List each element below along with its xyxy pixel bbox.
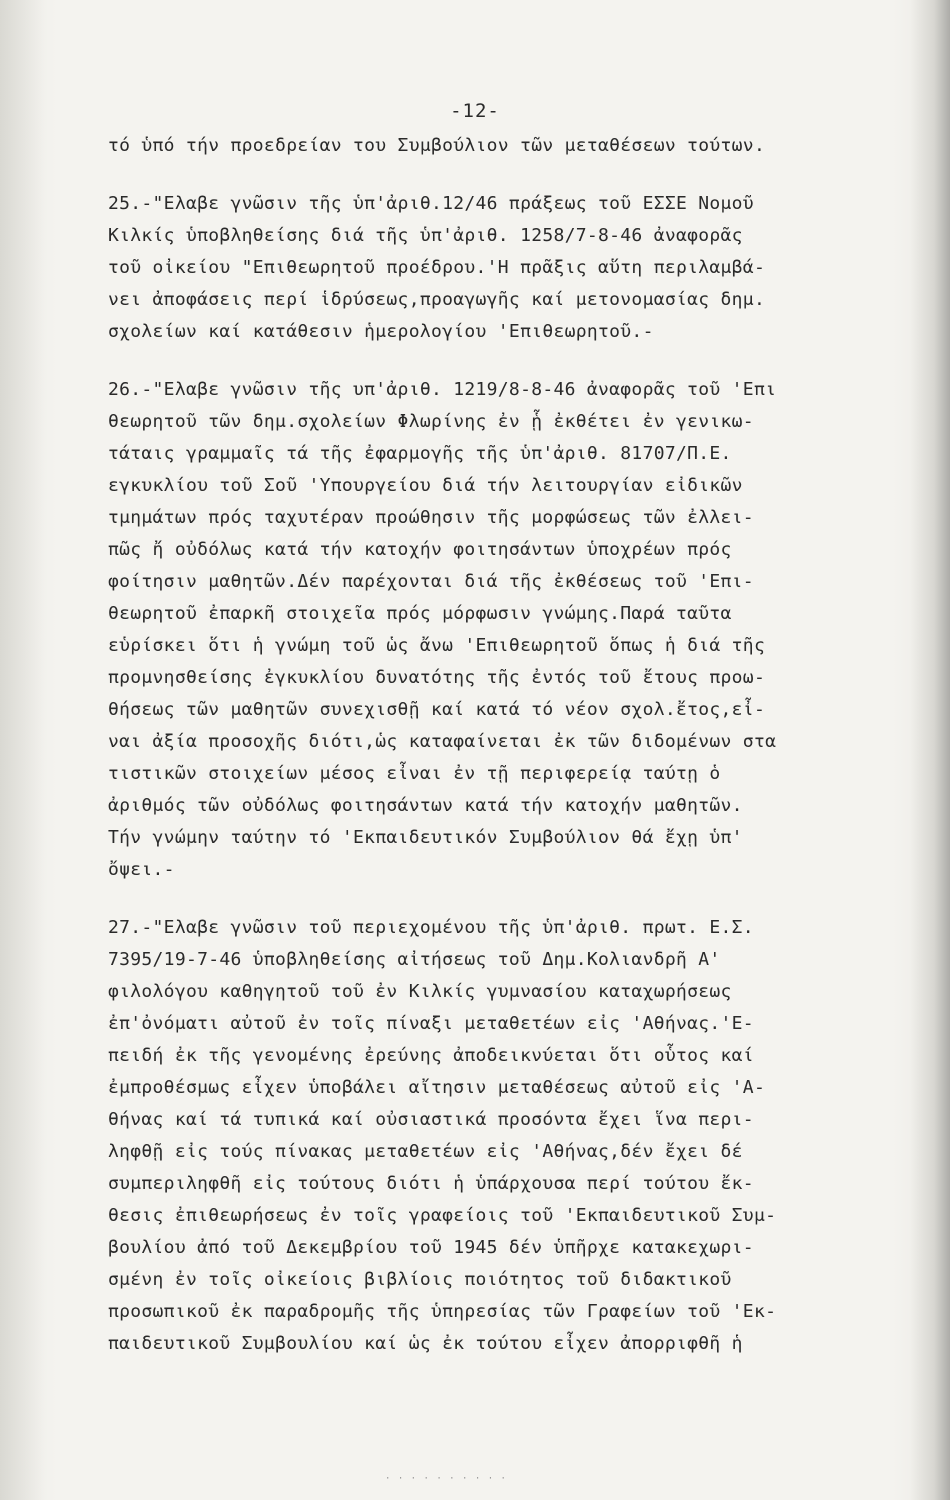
paragraph [108,130,908,162]
text-line: προμνησθείσης ἐγκυκλίου δυνατότης τῆς ἐντός τοῦ ἔτους προω- [108,667,766,688]
scan-shadow-left [0,0,45,1500]
text-line: θεσις ἐπιθεωρήσεως ἐν τοῖς γραφείοις τοῦ 'Εκπαιδευτικοῦ Συμ- [108,1205,777,1226]
paragraph [108,912,908,1360]
text-line: ἐπ'ὀνόματι αὐτοῦ ἐν τοῖς πίναξι μεταθετέων εἰς 'Αθήνας.'Ε- [108,1013,754,1034]
text-line: σχολείων καί κατάθεσιν ἡμερολογίου 'Επιθεωρητοῦ.- [108,321,654,342]
text-line: τιστικῶν στοιχείων μέσος εἶναι ἐν τῇ περιφερείᾳ ταύτῃ ὁ [108,763,721,784]
text-line: πειδή ἐκ τῆς γενομένης ἐρεύνης ἀποδεικνύεται ὅτι οὗτος καί [108,1045,754,1066]
text-line: παιδευτικοῦ Συμβουλίου καί ὡς ἐκ τούτου εἶχεν ἀπορριφθῆ ἡ [108,1333,743,1354]
text-line: φοίτησιν μαθητῶν.Δέν παρέχονται διά τῆς ἐκθέσεως τοῦ 'Επι- [108,571,754,592]
text-line: εὑρίσκει ὅτι ἡ γνώμη τοῦ ὡς ἄνω 'Επιθεωρητοῦ ὅπως ἡ διά τῆς [108,635,766,656]
text-line: Κιλκίς ὑποβληθείσης διά τῆς ὑπ'ἀριθ. 1258/7-8-46 ἀναφορᾶς [108,225,743,246]
text-line: συμπεριληφθῆ εἰς τούτους διότι ἡ ὑπάρχουσα περί τούτου ἔκ- [108,1173,754,1194]
text-line: 25.-"Ελαβε γνῶσιν τῆς ὑπ'ἀριθ.12/46 πράξεως τοῦ ΕΣΣΕ Νομοῦ [108,193,754,214]
text-line: νει ἀποφάσεις περί ἱδρύσεως,προαγωγῆς καί μετονομασίας δημ. [108,289,766,310]
typed-text-body [108,130,908,1360]
text-line: ἐμπροθέσμως εἶχεν ὑποβάλει αἴτησιν μεταθέσεως αὐτοῦ εἰς 'Α- [108,1077,766,1098]
text-line: τμημάτων πρός ταχυτέραν προώθησιν τῆς μορφώσεως τῶν ἐλλει- [108,507,754,528]
paragraph [108,374,908,886]
text-line: τάταις γραμμαῖς τά τῆς ἐφαρμογῆς τῆς ὑπ'ἀριθ. 81707/Π.Ε. [108,443,732,464]
text-line: φιλολόγου καθηγητοῦ τοῦ ἐν Κιλκίς γυμνασίου καταχωρήσεως [108,981,732,1002]
text-line: προσωπικοῦ ἐκ παραδρομῆς τῆς ὑπηρεσίας τῶν Γραφείων τοῦ 'Εκ- [108,1301,777,1322]
text-line: θήνας καί τά τυπικά καί οὐσιαστικά προσόντα ἔχει ἵνα περι- [108,1109,754,1130]
text-line: 26.-"Ελαβε γνῶσιν τῆς υπ'ἀριθ. 1219/8-8-46 ἀναφορᾶς τοῦ 'Επι [108,379,777,400]
text-line: ληφθῇ εἰς τούς πίνακας μεταθετέων εἰς 'Αθήνας,δέν ἔχει δέ [108,1141,743,1162]
text-line: πῶς ἤ οὐδόλως κατά τήν κατοχήν φοιτησάντων ὑποχρέων πρός [108,539,732,560]
text-line: βουλίου ἀπό τοῦ Δεκεμβρίου τοῦ 1945 δέν ὑπῆρχε κατακεχωρι- [108,1237,754,1258]
text-line: Τήν γνώμην ταύτην τό 'Εκπαιδευτικόν Συμβούλιον θά ἔχῃ ὑπ' [108,827,743,848]
text-line: θεωρητοῦ τῶν δημ.σχολείων Φλωρίνης ἐν ᾗ ἐκθέτει ἐν γενικω- [108,411,754,432]
text-line: εγκυκλίου τοῦ Σοῦ 'Υπουργείου διά τήν λειτουργίαν εἰδικῶν [108,475,743,496]
text-line: σμένη ἐν τοῖς οἰκείοις βιβλίοις ποιότητος τοῦ διδακτικοῦ [108,1269,732,1290]
archive-stamp: · · · · · · · · · · [385,1474,507,1484]
text-line: 7395/19-7-46 ὑποβληθείσης αἰτήσεως τοῦ Δημ.Κολιανδρῆ Α' [108,949,721,970]
text-line: θεωρητοῦ ἐπαρκῆ στοιχεῖα πρός μόρφωσιν γνώμης.Παρά ταῦτα [108,603,732,624]
text-line: θήσεως τῶν μαθητῶν συνεχισθῇ καί κατά τό νέον σχολ.ἔτος,εἶ- [108,699,766,720]
text-line: τό ὑπό τήν προεδρείαν του Συμβούλιον τῶν μεταθέσεων τούτων. [108,135,766,156]
page-number: -12- [450,100,500,122]
text-line: 27.-"Ελαβε γνῶσιν τοῦ περιεχομένου τῆς ὑπ'ἀριθ. πρωτ. Ε.Σ. [108,917,754,938]
text-line: ἀριθμός τῶν οὐδόλως φοιτησάντων κατά τήν κατοχήν μαθητῶν. [108,795,743,816]
text-line: ὄψει.- [108,859,175,880]
paragraph [108,188,908,348]
scan-shadow-right [910,0,950,1500]
text-line: τοῦ οἰκείου "Επιθεωρητοῦ προέδρου.'Η πρᾶξις αὕτη περιλαμβά- [108,257,766,278]
text-line: ναι ἀξία προσοχῆς διότι,ὡς καταφαίνεται ἐκ τῶν διδομένων στα [108,731,777,752]
